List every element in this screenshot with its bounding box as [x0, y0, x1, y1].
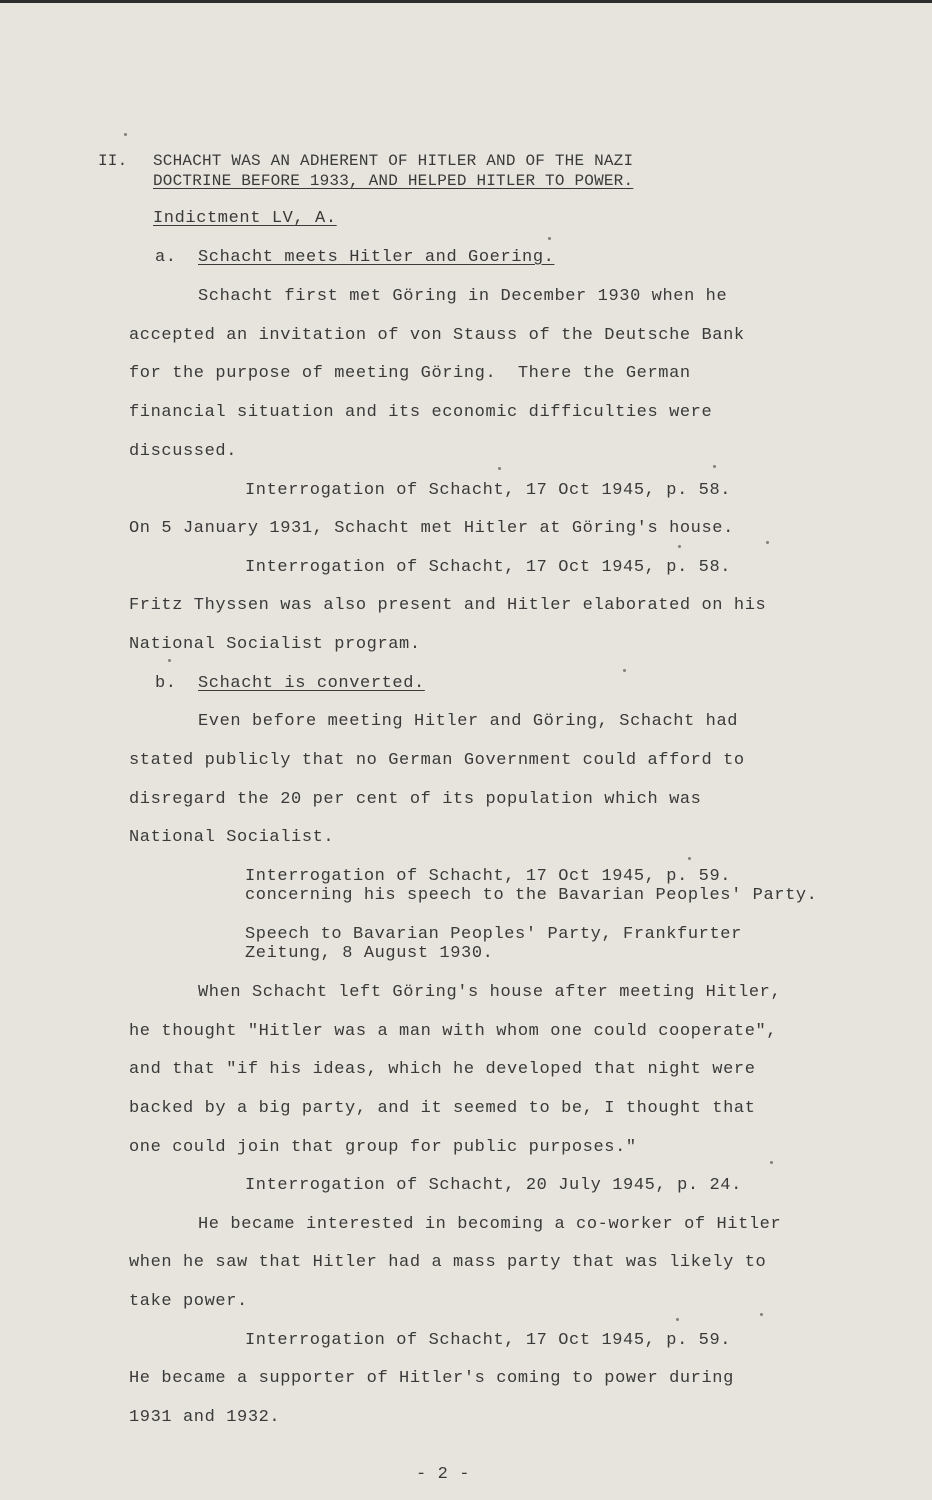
paragraph-line: National Socialist. [129, 828, 335, 847]
paragraph-line: stated publicly that no German Government could afford to [129, 751, 745, 770]
paper-speck [676, 1318, 679, 1321]
section-numeral: II. [98, 152, 128, 170]
paragraph-line: take power. [129, 1292, 248, 1311]
citation: Interrogation of Schacht, 17 Oct 1945, p. 59. [245, 1331, 732, 1350]
citation: Interrogation of Schacht, 20 July 1945, p. 24. [245, 1176, 742, 1195]
paper-speck [760, 1313, 763, 1316]
paper-speck [498, 467, 501, 470]
paper-speck [623, 669, 626, 672]
paragraph-line: Even before meeting Hitler and Göring, Schacht had [198, 712, 739, 731]
section-title-line-2: DOCTRINE BEFORE 1933, AND HELPED HITLER TO POWER. [153, 172, 634, 190]
paragraph-line: one could join that group for public purposes." [129, 1138, 637, 1157]
paragraph-line: financial situation and its economic difficulties were [129, 403, 713, 422]
subsection-b-letter: b. [155, 674, 177, 693]
paper-speck [124, 133, 127, 136]
paper-speck [713, 465, 716, 468]
subsection-b-heading: Schacht is converted. [198, 674, 425, 693]
subsection-a-letter: a. [155, 248, 177, 267]
subsection-a-heading: Schacht meets Hitler and Goering. [198, 248, 555, 267]
paragraph-line: backed by a big party, and it seemed to be, I thought that [129, 1099, 756, 1118]
indictment-reference: Indictment LV, A. [153, 209, 337, 228]
paper-speck [766, 541, 769, 544]
paragraph-line: 1931 and 1932. [129, 1408, 281, 1427]
paragraph-line: He became interested in becoming a co-worker of Hitler [198, 1215, 782, 1234]
top-edge-line [0, 0, 932, 3]
paragraph-line: accepted an invitation of von Stauss of the Deutsche Bank [129, 326, 745, 345]
citation: Zeitung, 8 August 1930. [245, 944, 494, 963]
paragraph-line: discussed. [129, 442, 238, 461]
paper-speck [688, 857, 691, 860]
paper-speck [678, 545, 681, 548]
paper-speck [770, 1161, 773, 1164]
paragraph-line: for the purpose of meeting Göring. There the German [129, 364, 691, 383]
paper-speck [548, 237, 551, 240]
paragraph-line: When Schacht left Göring's house after meeting Hitler, [198, 983, 782, 1002]
paragraph-line: On 5 January 1931, Schacht met Hitler at Göring's house. [129, 519, 734, 538]
paragraph-line: he thought "Hitler was a man with whom one could cooperate", [129, 1022, 778, 1041]
paragraph-line: Fritz Thyssen was also present and Hitler elaborated on his [129, 596, 767, 615]
citation: Interrogation of Schacht, 17 Oct 1945, p. 59. [245, 867, 732, 886]
citation: Interrogation of Schacht, 17 Oct 1945, p. 58. [245, 558, 732, 577]
paper-speck [168, 659, 171, 662]
paragraph-line: disregard the 20 per cent of its population which was [129, 790, 702, 809]
page-number: - 2 - [416, 1465, 471, 1484]
section-title-line-1: SCHACHT WAS AN ADHERENT OF HITLER AND OF THE NAZI [153, 152, 634, 170]
citation: Speech to Bavarian Peoples' Party, Frankfurter [245, 925, 742, 944]
citation: concerning his speech to the Bavarian Peoples' Party. [245, 886, 818, 905]
paragraph-line: when he saw that Hitler had a mass party that was likely to [129, 1253, 767, 1272]
paragraph-line: and that "if his ideas, which he developed that night were [129, 1060, 756, 1079]
citation: Interrogation of Schacht, 17 Oct 1945, p. 58. [245, 481, 732, 500]
paragraph-line: National Socialist program. [129, 635, 421, 654]
paragraph-line: He became a supporter of Hitler's coming to power during [129, 1369, 734, 1388]
paragraph-line: Schacht first met Göring in December 1930 when he [198, 287, 728, 306]
